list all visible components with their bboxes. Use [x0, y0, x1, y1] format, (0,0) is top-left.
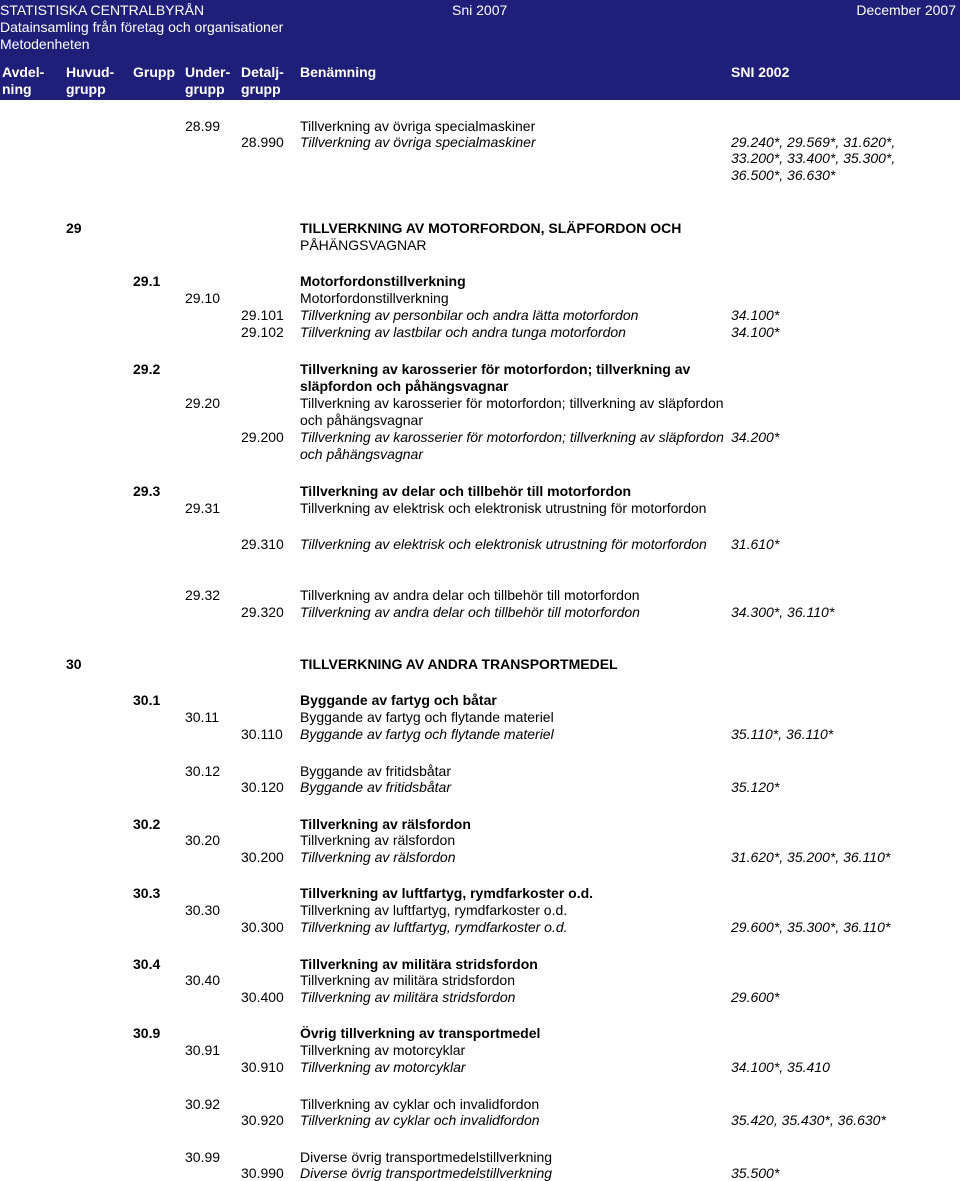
row-code: 29.320 [241, 604, 284, 620]
table-row [0, 290, 960, 306]
table-row [0, 726, 960, 742]
row-code: 30.99 [185, 1149, 221, 1165]
table-row [0, 429, 960, 445]
table-row [0, 483, 960, 499]
row-name: Tillverkning av personbilar och andra lätta motorfordon [300, 307, 639, 323]
row-sni2002: 29.600* [731, 989, 780, 1005]
row-name: Tillverkning av elektrisk och elektronisk utrustning för motorfordon [300, 500, 707, 516]
row-name: Motorfordonstillverkning [300, 273, 466, 289]
table-row [0, 536, 960, 552]
table-row [0, 134, 960, 150]
row-name: släpfordon och påhängsvagnar [300, 378, 509, 394]
table-row [0, 500, 960, 516]
table-row [0, 167, 960, 183]
row-name: Tillverkning av karosserier för motorfordon; tillverkning av släpfordon [300, 429, 724, 445]
row-name: Diverse övrig transportmedelstillverkning [300, 1149, 553, 1165]
row-code: 29.101 [241, 307, 284, 323]
table-row [0, 656, 960, 672]
row-name: och påhängsvagnar [300, 412, 423, 428]
table-row [0, 1025, 960, 1041]
row-sni2002: 34.300*, 36.110* [731, 604, 835, 620]
row-sni2002: 31.620*, 35.200*, 36.110* [731, 849, 891, 865]
row-code: 29.1 [133, 273, 161, 289]
row-code: 30.990 [241, 1165, 284, 1181]
table-row [0, 989, 960, 1005]
table-row [0, 956, 960, 972]
row-code: 29.31 [185, 500, 221, 516]
col-header-detaljgrupp: Detalj- grupp [241, 64, 284, 97]
row-name: Tillverkning av övriga specialmaskiner [300, 118, 536, 134]
row-name: Tillverkning av militära stridsfordon [300, 956, 538, 972]
row-code: 30.300 [241, 919, 284, 935]
col-header-grupp: Grupp [133, 64, 175, 80]
row-name: Byggande av fartyg och flytande materiel [300, 709, 554, 725]
row-name: Byggande av fritidsbåtar [300, 779, 451, 795]
row-sni2002: 34.100* [731, 307, 780, 323]
row-code: 30.200 [241, 849, 284, 865]
row-code: 29.2 [133, 361, 161, 377]
table-row [0, 1096, 960, 1112]
row-code: 29 [66, 220, 82, 236]
table-row [0, 324, 960, 340]
row-sni2002: 34.200* [731, 429, 780, 445]
table-row [0, 816, 960, 832]
row-name: Tillverkning av delar och tillbehör till motorfordon [300, 483, 632, 499]
row-code: 30.30 [185, 902, 221, 918]
row-name: TILLVERKNING AV ANDRA TRANSPORTMEDEL [300, 656, 618, 672]
table-row [0, 604, 960, 620]
org-name: STATISTISKA CENTRALBYRÅN [0, 2, 205, 18]
row-sni2002: 29.240*, 29.569*, 31.620*, [731, 134, 896, 150]
table-row [0, 1059, 960, 1075]
row-code: 30.920 [241, 1112, 284, 1128]
row-code: 30.110 [241, 726, 283, 742]
row-sni2002: 31.610* [731, 536, 780, 552]
table-row [0, 273, 960, 289]
row-name: Tillverkning av luftfartyg, rymdfarkoster o.d. [300, 902, 568, 918]
table-row [0, 446, 960, 462]
row-name: Byggande av fritidsbåtar [300, 763, 451, 779]
table-row [0, 1149, 960, 1165]
row-name: Tillverkning av andra delar och tillbehör till motorfordon [300, 587, 640, 603]
row-code: 28.990 [241, 134, 284, 150]
table-row [0, 849, 960, 865]
row-sni2002: 35.110*, 36.110* [731, 726, 834, 742]
row-name: Tillverkning av andra delar och tillbehör till motorfordon [300, 604, 640, 620]
row-name: Tillverkning av motorcyklar [300, 1059, 466, 1075]
row-name: Tillverkning av militära stridsfordon [300, 972, 515, 988]
row-name: Motorfordonstillverkning [300, 290, 449, 306]
row-sni2002: 36.500*, 36.630* [731, 167, 836, 183]
header-sni-version: Sni 2007 [452, 2, 508, 18]
col-header-sni2002: SNI 2002 [731, 64, 790, 80]
table-row [0, 378, 960, 394]
row-code: 30.1 [133, 692, 161, 708]
row-sni2002: 35.500* [731, 1165, 780, 1181]
row-code: 28.99 [185, 118, 221, 134]
row-code: 30.92 [185, 1096, 221, 1112]
table-row [0, 832, 960, 848]
table-row [0, 150, 960, 166]
row-name: TILLVERKNING AV MOTORFORDON, SLÄPFORDON OCH [300, 220, 682, 236]
row-sni2002: 35.120* [731, 779, 780, 795]
table-row [0, 779, 960, 795]
row-name: PÅHÄNGSVAGNAR [300, 237, 427, 253]
row-sni2002: 29.600*, 35.300*, 36.110* [731, 919, 891, 935]
table-row [0, 763, 960, 779]
row-name: Tillverkning av lastbilar och andra tunga motorfordon [300, 324, 626, 340]
header-unit: Metodenheten [0, 36, 90, 52]
table-row [0, 885, 960, 901]
row-name: Tillverkning av rälsfordon [300, 832, 456, 848]
table-row [0, 972, 960, 988]
row-code: 29.3 [133, 483, 161, 499]
col-header-undergrupp: Under- grupp [185, 64, 231, 97]
row-code: 29.310 [241, 536, 284, 552]
row-code: 30.910 [241, 1059, 284, 1075]
row-name: Tillverkning av cyklar och invalidfordon [300, 1096, 540, 1112]
row-code: 30.3 [133, 885, 161, 901]
row-code: 29.102 [241, 324, 284, 340]
header-date: December 2007 [856, 2, 956, 18]
row-code: 30.4 [133, 956, 161, 972]
page-header [0, 0, 960, 100]
col-header-benamning: Benämning [300, 64, 377, 80]
row-code: 30.120 [241, 779, 284, 795]
row-sni2002: 34.100*, 35.410 [731, 1059, 830, 1075]
table-row [0, 1042, 960, 1058]
row-code: 30.40 [185, 972, 221, 988]
row-name: Övrig tillverkning av transportmedel [300, 1025, 541, 1041]
row-name: Byggande av fartyg och båtar [300, 692, 497, 708]
table-row [0, 587, 960, 603]
row-sni2002: 33.200*, 33.400*, 35.300*, [731, 150, 896, 166]
row-name: Tillverkning av elektrisk och elektronisk utrustning för motorfordon [300, 536, 707, 552]
row-name: Tillverkning av karosserier för motorfordon; tillverkning av släpfordon [300, 395, 724, 411]
row-name: Tillverkning av cyklar och invalidfordon [300, 1112, 540, 1128]
table-row [0, 395, 960, 411]
row-name: Byggande av fartyg och flytande materiel [300, 726, 554, 742]
row-name: Tillverkning av karosserier för motorfordon; tillverkning av [300, 361, 691, 377]
table-row [0, 307, 960, 323]
table-row [0, 919, 960, 935]
row-name: Tillverkning av motorcyklar [300, 1042, 466, 1058]
row-code: 30.91 [185, 1042, 221, 1058]
row-code: 30.2 [133, 816, 161, 832]
row-name: Tillverkning av militära stridsfordon [300, 989, 516, 1005]
row-code: 30.20 [185, 832, 221, 848]
row-code: 29.10 [185, 290, 221, 306]
col-header-avdelning: Avdel- ning [2, 64, 45, 97]
table-row [0, 1112, 960, 1128]
row-sni2002: 35.420, 35.430*, 36.630* [731, 1112, 886, 1128]
row-code: 30.11 [185, 709, 219, 725]
row-name: Tillverkning av luftfartyg, rymdfarkoster o.d. [300, 919, 568, 935]
table-row [0, 412, 960, 428]
table-row [0, 361, 960, 377]
header-subtitle: Datainsamling från företag och organisationer [0, 19, 284, 35]
row-name: Tillverkning av rälsfordon [300, 816, 471, 832]
table-row [0, 709, 960, 725]
row-code: 30.9 [133, 1025, 161, 1041]
row-code: 30.12 [185, 763, 221, 779]
table-row [0, 118, 960, 134]
row-code: 29.200 [241, 429, 284, 445]
row-name: Tillverkning av luftfartyg, rymdfarkoster o.d. [300, 885, 594, 901]
table-row [0, 237, 960, 253]
row-name: Tillverkning av rälsfordon [300, 849, 456, 865]
table-row [0, 692, 960, 708]
row-code: 30.400 [241, 989, 284, 1005]
row-code: 29.32 [185, 587, 221, 603]
row-name: Diverse övrig transportmedelstillverkning [300, 1165, 553, 1181]
row-sni2002: 34.100* [731, 324, 780, 340]
row-name: och påhängsvagnar [300, 446, 423, 462]
table-row [0, 902, 960, 918]
col-header-huvudgrupp: Huvud- grupp [66, 64, 115, 97]
table-row [0, 220, 960, 236]
row-code: 29.20 [185, 395, 221, 411]
row-code: 30 [66, 656, 82, 672]
row-name: Tillverkning av övriga specialmaskiner [300, 134, 536, 150]
